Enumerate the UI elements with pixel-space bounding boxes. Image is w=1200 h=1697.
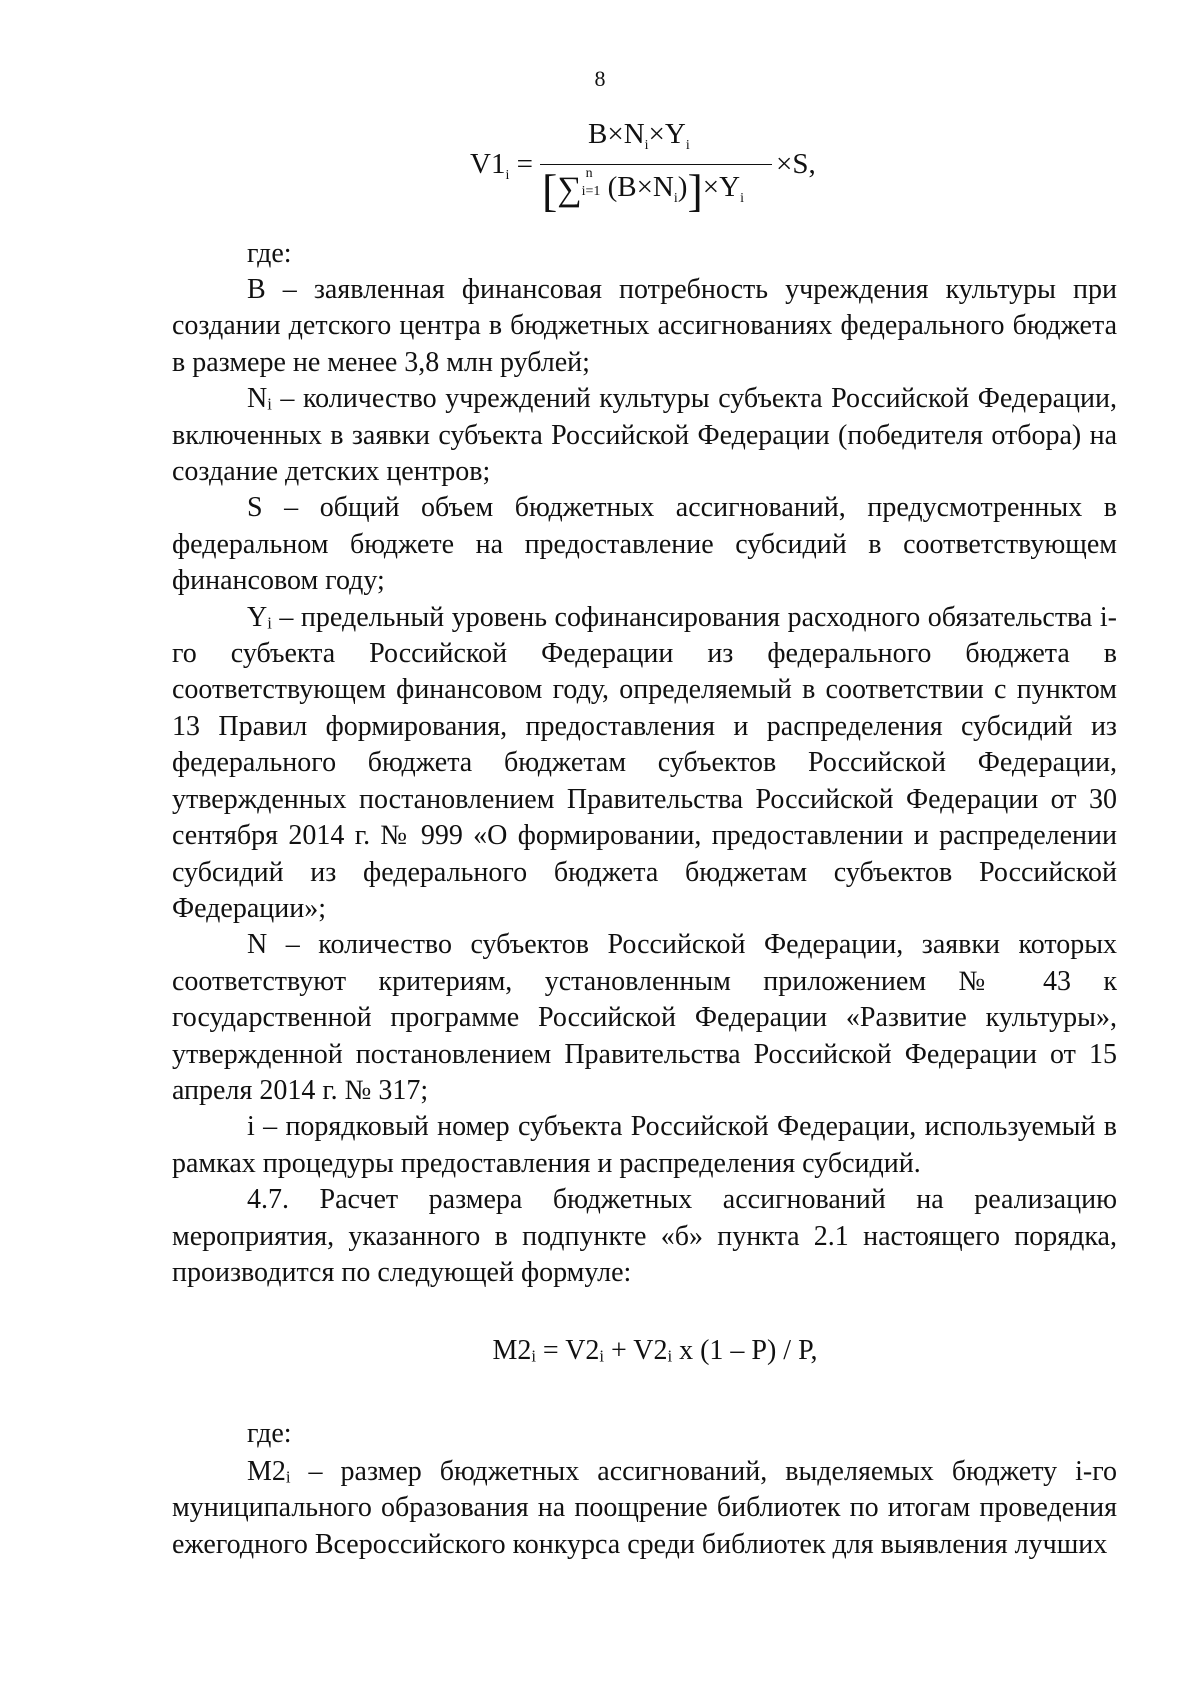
formula-rhs: ×S, [776, 148, 816, 180]
definition-s: S – общий объем бюджетных ассигнований, предусмотренных в федеральном бюджете на предоставление субсидий в соответствующем финансовом году; [172, 492, 1117, 597]
definition-n: N – количество субъектов Российской Федерации, заявки которых соответствуют критериям, установленным приложением № 43 к государственной программе Российской Федерации «Развитие культуры», утвержденной постановлением Правительства Российской Федерации от 15 апреля 2014 г. № 317; [172, 929, 1117, 1106]
definition-ni: Nᵢ – количество учреждений культуры субъекта Российской Федерации, включенных в заявки субъекта Российской Федерации (победителя отбора) на создание детских центров; [172, 383, 1117, 488]
definition-yi: Yᵢ – предельный уровень софинансирования расходного обязательства i-го субъекта Российской Федерации из федерального бюджета в соответствующем финансовом году, определяемый в соответствии с пунктом 13 Правил формирования, предоставления и распределения субсидий из федерального бюджета бюджетам субъектов Российской Федерации, утвержденных постановлением Правительства Российской Федерации от 30 сентября 2014 г. № 999 «О формировании, предоставлении и распределении субсидий из федерального бюджета бюджетам субъектов Российской Федерации»; [172, 601, 1117, 924]
formula-denominator: [∑ n i=1 $(B\times N_i)]\times Y_i$ [542, 165, 744, 216]
definitions-block-2 [172, 1454, 1117, 1563]
page-number: 8 [594, 66, 606, 91]
definition-b: В – заявленная финансовая потребность учреждения культуры при создании детского центра в бюджетных ассигнованиях федерального бюджета в размере не менее 3,8 млн рублей; [172, 274, 1117, 378]
definition-m2i: M2ᵢ – размер бюджетных ассигнований, выделяемых бюджету i-го муниципального образования на поощрение библиотек по итогам проведения ежегодного Всероссийского конкурса среди библиотек для выявления лучших [172, 1456, 1117, 1560]
where-label-2: где: [247, 1418, 292, 1449]
sum-symbol: ∑ [557, 171, 582, 208]
formula-lhs: $V1_i$ = [470, 148, 533, 183]
clause-4-7: 4.7. Расчет размера бюджетных ассигнований на реализацию мероприятия, указанного в подпункте «б» пункта 2.1 настоящего порядка, производится по следующей формуле: [172, 1184, 1117, 1288]
definition-i: i – порядковый номер субъекта Российской Федерации, используемый в рамках процедуры предоставления и распределения субсидий. [172, 1111, 1117, 1179]
formula-m2: M2ᵢ = V2ᵢ + V2ᵢ х (1 – P) / P, [492, 1335, 818, 1366]
formula-numerator: $B\times N_i\times Y_i$ [588, 118, 690, 153]
definitions-block [172, 272, 1117, 1291]
fraction-bar [540, 164, 772, 165]
where-label: где: [247, 238, 292, 269]
